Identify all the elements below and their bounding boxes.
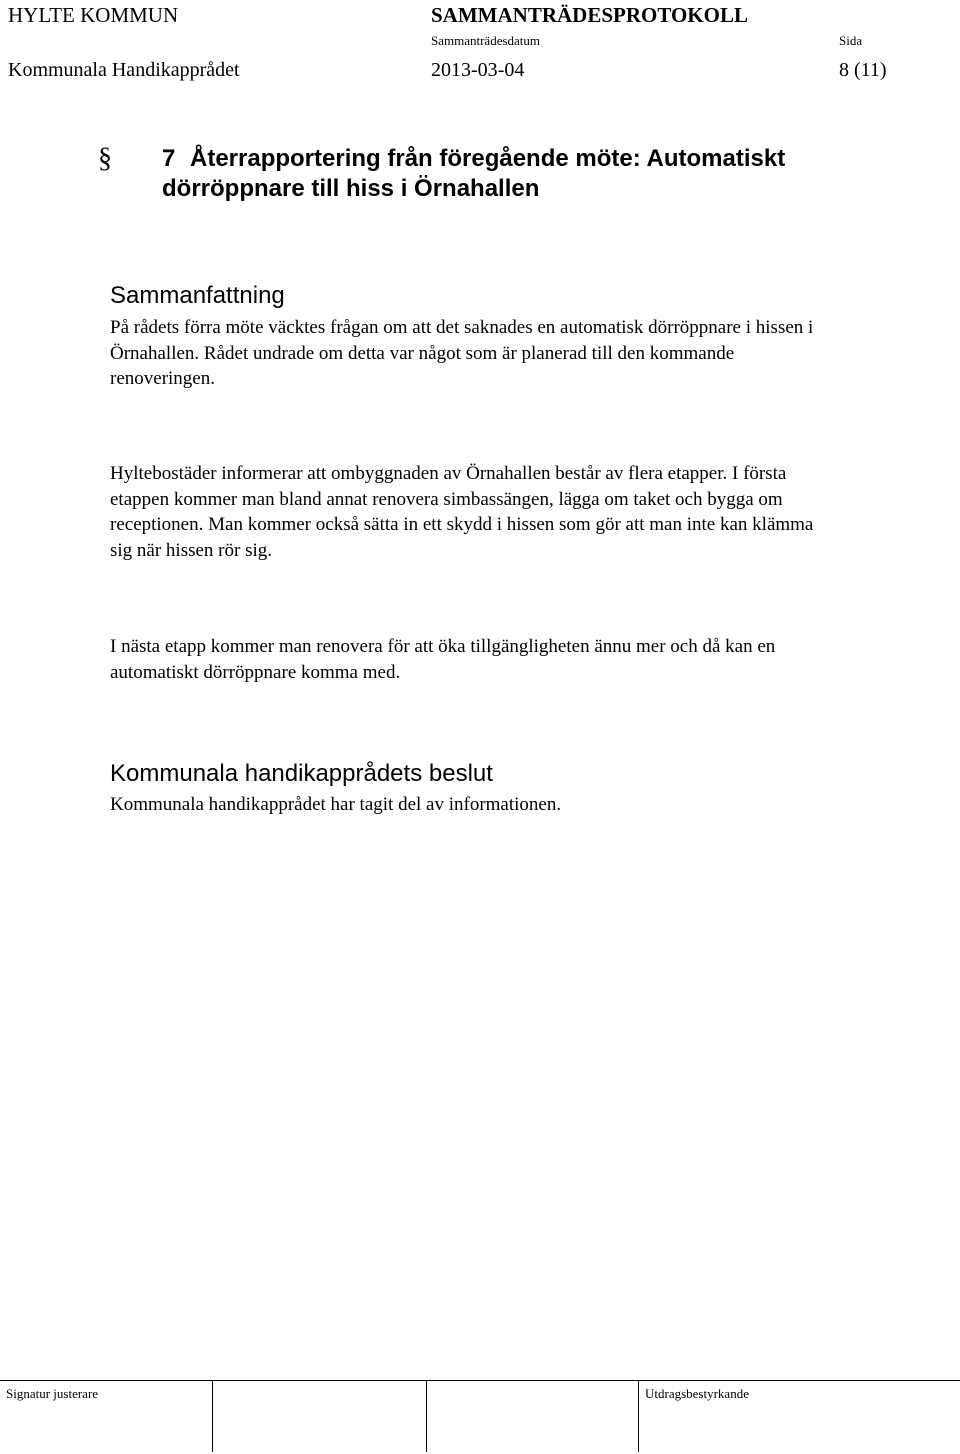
paragraph-symbol: § [98,143,112,174]
footer-column-divider [638,1380,639,1452]
section-title-line1: Återrapportering från föregående möte: Automatiskt [190,145,786,172]
page-number: 8 (11) [839,59,887,81]
decision-text [110,792,940,818]
municipality-name: HYLTE KOMMUN [8,3,179,27]
page-label: Sida [839,33,863,48]
body-name: Kommunala Handikapprådet [8,59,240,81]
text-line: I nästa etapp kommer man renovera för att öka tillgängligheten ännu mer och då kan en [110,636,776,657]
extract-label: Utdragsbestyrkande [645,1386,749,1401]
footer-column-divider [426,1380,427,1452]
text-line: automatiskt dörröppnare komma med. [110,661,401,683]
date-label: Sammanträdesdatum [431,33,541,48]
text-line: renoveringen. [110,368,215,389]
text-line: Hyltebostäder informerar att ombyggnaden av Örnahallen består av flera etapper. I första [110,463,787,484]
decision-heading: Kommunala handikapprådets beslut [110,760,493,787]
text-line: receptionen. Man kommer också sätta in ett skydd i hissen som gör att man inte kan klämma [110,514,814,535]
summary-heading: Sammanfattning [110,282,285,309]
footer-column-divider [212,1380,213,1452]
text-line: etappen kommer man bland annat renovera simbassängen, lägga om taket och bygga om [110,488,783,510]
text-line: sig när hissen rör sig. [110,539,273,561]
summary-paragraph-2 [110,461,940,563]
section-title-line2: dörröppnare till hiss i Örnahallen [162,175,540,202]
summary-paragraph-3 [110,634,940,685]
text-line: Örnahallen. Rådet undrade om detta var något som är planerad till den kommande [110,342,735,364]
document-type: SAMMANTRÄDESPROTOKOLL [431,3,748,27]
section-number: 7 [162,145,176,172]
footer-divider [0,1380,960,1381]
summary-paragraph-1 [110,315,940,392]
signature-label: Signatur justerare [6,1386,99,1401]
text-line: Kommunala handikapprådet har tagit del av informationen. [110,794,562,815]
text-line: På rådets förra möte väcktes frågan om att det saknades en automatisk dörröppnare i hissen i [110,317,814,338]
meeting-date: 2013-03-04 [431,59,525,81]
